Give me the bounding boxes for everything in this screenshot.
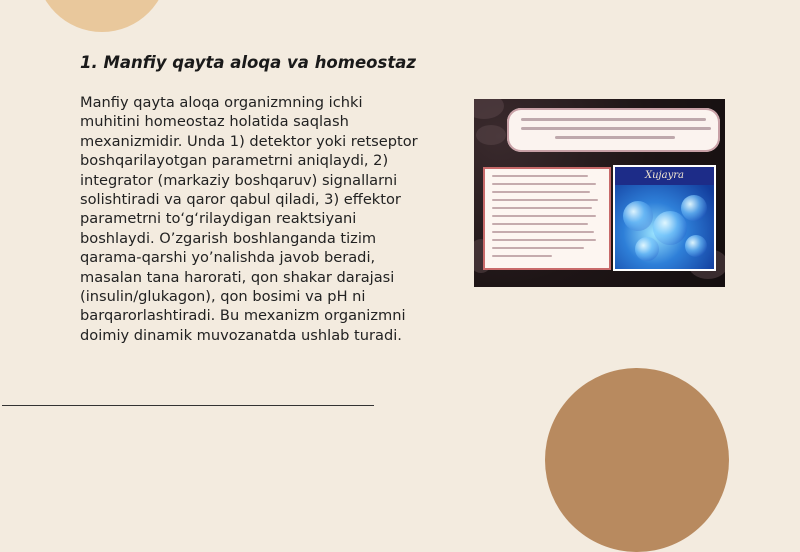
cell-shape: [623, 201, 653, 231]
background-leaf-shape: [476, 125, 506, 145]
decorative-circle-top: [36, 0, 168, 32]
background-leaf-shape: [474, 99, 504, 119]
cell-shape: [681, 195, 707, 221]
slide-title: 1. Manfiy qayta aloqa va homeostaz: [80, 53, 416, 72]
text-note-card: [483, 167, 611, 270]
speech-bubble: [507, 108, 720, 152]
cell-shape: [635, 237, 659, 261]
embedded-slide-image: [474, 99, 725, 287]
decorative-circle-bottom: [545, 368, 729, 552]
cell-panel-label: Xujayra: [615, 167, 714, 185]
cell-shape: [685, 235, 707, 257]
cell-shape: [653, 211, 687, 245]
slide-body-text: Manfiy qayta aloqa organizmning ichki muhitini homeostaz holatida saqlash mexanizmidir. Unda 1) detektor yoki retseptor boshqarilayotgan parametrni aniqlaydi, 2) integrator (markaziy boshqaruv) signallarni solishtiradi va qaror qabul qiladi, 3) effektor parametrni to‘g‘rilaydigan reaktsiyani boshlaydi. O’zgarish boshlanganda tizim qarama-qarshi yo’nalishda javob beradi, masalan tana harorati, qon shakar darajasi (insulin/glukagon), qon bosimi va pH ni barqarorlashtiradi. Bu mexanizm organizmni doimiy dinamik muvozanatda ushlab turadi.: [80, 94, 418, 344]
cell-illustration: [613, 165, 716, 271]
divider-line: [2, 405, 374, 406]
